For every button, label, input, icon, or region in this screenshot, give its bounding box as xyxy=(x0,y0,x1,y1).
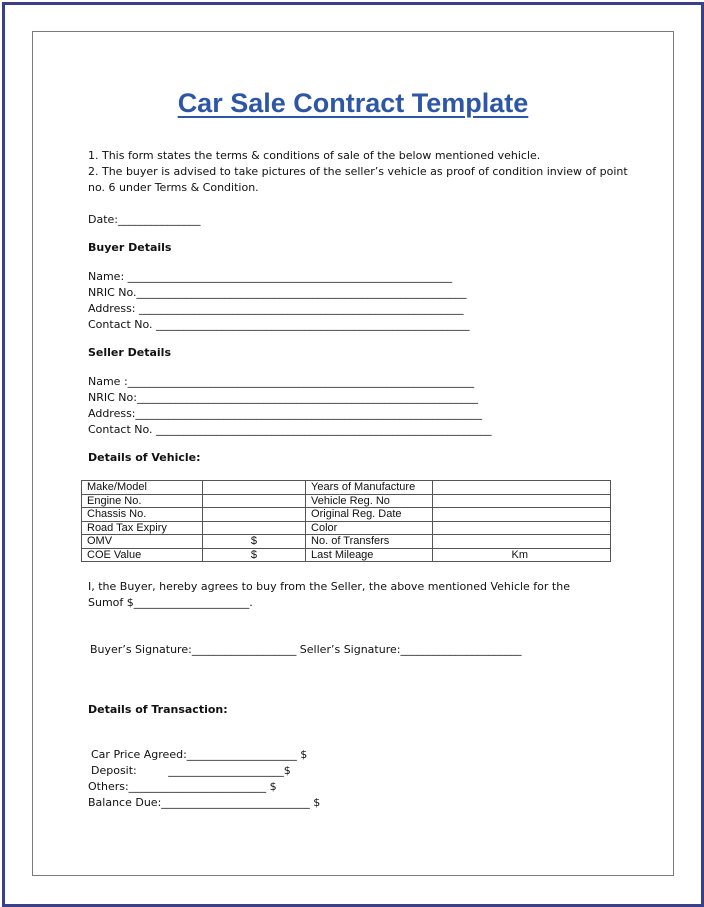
balance-due-field[interactable]: Balance Due:___________________________ $ xyxy=(88,796,321,809)
intro-line-2: 2. The buyer is advised to take pictures of the seller’s vehicle as proof of condition inview of point xyxy=(88,165,628,178)
table-row xyxy=(82,481,611,495)
seller-contact-field[interactable]: Contact No. _____________________________________________________________ xyxy=(88,423,492,436)
table-cell-value[interactable] xyxy=(433,535,611,549)
table-row xyxy=(82,521,611,535)
table-cell-label: Last Mileage xyxy=(306,548,433,562)
seller-details-heading: Seller Details xyxy=(88,346,171,359)
buyer-address-field[interactable]: Address: ___________________________________________________________ xyxy=(88,302,464,315)
seller-nric-field[interactable]: NRIC No:______________________________________________________________ xyxy=(88,391,478,404)
agreement-sum-field[interactable]: Sumof $_____________________. xyxy=(88,596,253,609)
document-page xyxy=(32,31,674,876)
seller-name-field[interactable]: Name :_______________________________________________________________ xyxy=(88,375,475,388)
signature-fields[interactable]: Buyer’s Signature:___________________ Seller’s Signature:______________________ xyxy=(90,643,522,656)
intro-line-1: 1. This form states the terms & conditions of sale of the below mentioned vehicle. xyxy=(88,149,541,162)
deposit-field[interactable]: Deposit: _____________________$ xyxy=(91,764,291,777)
table-cell-value[interactable] xyxy=(202,481,305,495)
table-cell-label: Vehicle Reg. No xyxy=(306,494,433,508)
others-field[interactable]: Others:_________________________ $ xyxy=(88,780,277,793)
date-field[interactable]: Date:_______________ xyxy=(88,213,201,226)
table-row xyxy=(82,535,611,549)
document-title: Car Sale Contract Template xyxy=(177,88,529,118)
table-cell-value[interactable]: Km xyxy=(433,548,611,562)
table-cell-value[interactable] xyxy=(433,481,611,495)
intro-line-3: no. 6 under Terms & Condition. xyxy=(88,181,259,194)
table-cell-value[interactable] xyxy=(433,521,611,535)
table-row xyxy=(82,508,611,522)
table-cell-value[interactable]: $ xyxy=(202,535,305,549)
buyer-contact-field[interactable]: Contact No. _________________________________________________________ xyxy=(88,318,470,331)
table-cell-label: COE Value xyxy=(82,548,203,562)
table-cell-label: OMV xyxy=(82,535,203,549)
agreement-line-1: I, the Buyer, hereby agrees to buy from the Seller, the above mentioned Vehicle for the xyxy=(88,580,570,593)
buyer-nric-field[interactable]: NRIC No.____________________________________________________________ xyxy=(88,286,467,299)
table-cell-value[interactable] xyxy=(202,521,305,535)
buyer-details-heading: Buyer Details xyxy=(88,241,172,254)
table-row xyxy=(82,548,611,562)
table-cell-value[interactable] xyxy=(202,494,305,508)
table-cell-label: Color xyxy=(306,521,433,535)
vehicle-details-table xyxy=(81,480,611,562)
buyer-name-field[interactable]: Name: ___________________________________________________________ xyxy=(88,270,453,283)
car-price-field[interactable]: Car Price Agreed:____________________ $ xyxy=(91,748,308,761)
table-cell-label: Road Tax Expiry xyxy=(82,521,203,535)
table-row xyxy=(82,494,611,508)
table-cell-label: No. of Transfers xyxy=(306,535,433,549)
table-cell-label: Chassis No. xyxy=(82,508,203,522)
table-cell-value[interactable] xyxy=(202,508,305,522)
table-cell-value[interactable] xyxy=(433,508,611,522)
seller-address-field[interactable]: Address:_______________________________________________________________ xyxy=(88,407,483,420)
vehicle-details-heading: Details of Vehicle: xyxy=(88,451,201,464)
table-cell-value[interactable]: $ xyxy=(202,548,305,562)
table-cell-value[interactable] xyxy=(433,494,611,508)
transaction-details-heading: Details of Transaction: xyxy=(88,703,228,716)
table-cell-label: Engine No. xyxy=(82,494,203,508)
table-cell-label: Make/Model xyxy=(82,481,203,495)
table-cell-label: Original Reg. Date xyxy=(306,508,433,522)
table-cell-label: Years of Manufacture xyxy=(306,481,433,495)
